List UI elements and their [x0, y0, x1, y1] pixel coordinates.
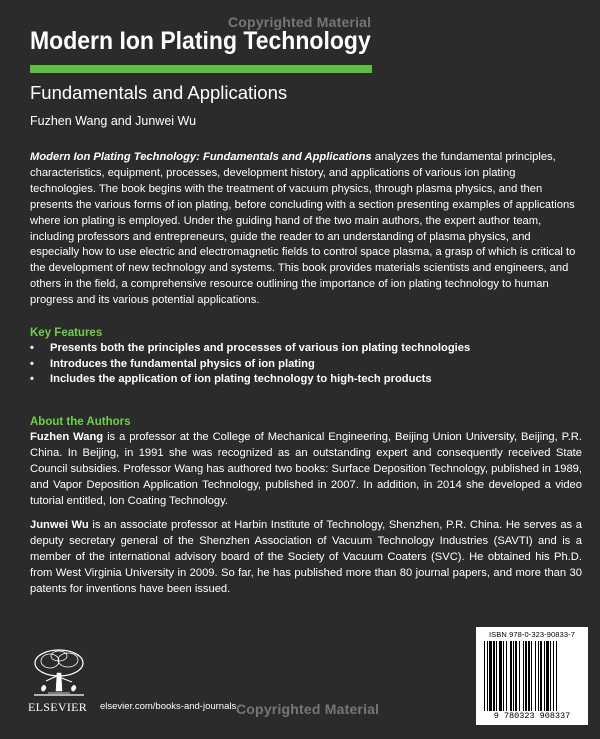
book-subtitle: Fundamentals and Applications — [30, 82, 288, 103]
elsevier-tree-logo-icon — [28, 647, 90, 699]
book-title: Modern Ion Plating Technology — [30, 27, 371, 55]
title-accent-bar — [30, 65, 372, 73]
key-feature-item: • Includes the application of ion plating technology to high-tech products — [30, 372, 582, 388]
description-lead: Modern Ion Plating Technology: Fundamentals and Applications — [30, 151, 372, 163]
watermark-bottom: Copyrighted Material — [236, 701, 380, 717]
isbn-label: ISBN 978-0-323-90833-7 — [488, 630, 575, 639]
barcode-bars-icon — [484, 641, 580, 711]
key-feature-item: • Presents both the principles and processes of various ion plating technologies — [30, 341, 582, 357]
about-authors-heading: About the Authors — [30, 416, 131, 428]
book-description — [30, 150, 582, 309]
bullet-icon: • — [30, 342, 34, 354]
description-body: analyzes the fundamental principles, characteristics, equipment, processes, development history, and applications of various ion plating technologies. The book begins with the treatment of vacuum physics, through plasma physics, and then presents the various forms of ion plating, before concluding with a section presenting examples of applications where ion plating is employed. Under the guiding hand of the two main authors, the expert author team, including professors and entrepreneurs, guide the reader to an understanding of plasma physics, and especially how to use electric and electromagnetic fields to control space plasma, a grasp of which is critical to the development of new technology and systems. This book provides materials scientists and engineers, and others in the field, a comprehensive resource outlining the importance of ion plating technology to human progress and its various potential applications. — [30, 151, 576, 307]
isbn-barcode — [476, 627, 588, 725]
key-feature-item: • Introduces the fundamental physics of ion plating — [30, 357, 582, 373]
author-bio-wang: Fuzhen Wang is a professor at the College of Mechanical Engineering, Beijing Union University, Beijing, P.R. China. In Beijing, in 1991 she was recognized as an outstanding expert and consequently received State Council subsidies. Professor Wang has authored two books: Surface Deposition Technology, published in 1989, and Vapor Deposition Application Technology, published in 2007. In addition, in 2014 she developed a video tutorial entitled, Ion Coating Technology. — [30, 431, 582, 507]
publisher-name: ELSEVIER — [28, 700, 88, 714]
key-features-list — [30, 341, 582, 388]
author-bio-wu: Junwei Wu is an associate professor at Harbin Institute of Technology, Shenzhen, P.R. China. He serves as a deputy secretary general of the Shenzhen Association of Vacuum Technology Industries (SAVTI) and is a member of the international advisory board of the Society of Vacuum Coaters (SVC). He obtained his Ph.D. from West Virginia University in 2009. So far, he has published more than 80 journal papers, and more than 30 patents for inventions have been issued. — [30, 519, 582, 595]
barcode-number: 9 780323 908337 — [493, 711, 571, 721]
book-authors: Fuzhen Wang and Junwei Wu — [30, 114, 197, 128]
watermark-top: Copyrighted Material — [228, 14, 372, 30]
bullet-icon: • — [30, 373, 34, 386]
bullet-icon: • — [30, 357, 34, 370]
key-features-heading: Key Features — [30, 327, 103, 339]
author-name: Junwei Wu — [30, 519, 89, 531]
publisher-url: elsevier.com/books-and-journals — [100, 701, 237, 712]
author-name: Fuzhen Wang — [30, 431, 104, 443]
